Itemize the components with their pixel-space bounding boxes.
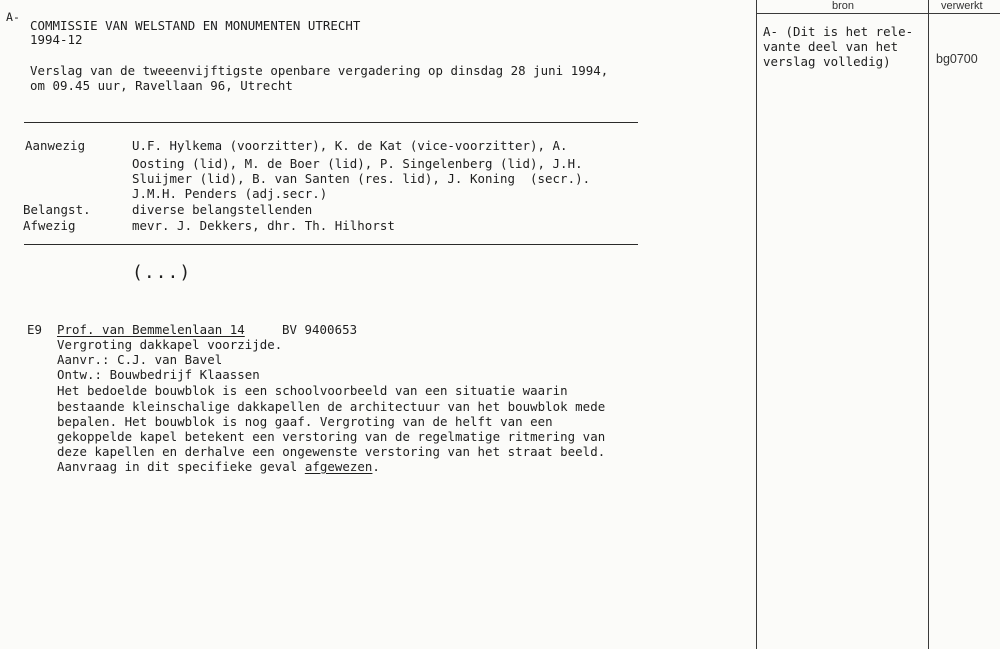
report-line-2: om 09.45 uur, Ravellaan 96, Utrecht [30, 78, 293, 93]
org-title: COMMISSIE VAN WELSTAND EN MONUMENTEN UTRECHT [30, 18, 361, 33]
item-verdict [57, 459, 380, 474]
item-applicant: Aanvr.: C.J. van Bavel [57, 352, 223, 367]
report-line-1: Verslag van de tweeenvijftigste openbare vergadering op dinsdag 28 juni 1994, [30, 63, 609, 78]
present-line: Oosting (lid), M. de Boer (lid), P. Singelenberg (lid), J.H. [132, 156, 583, 171]
interested-value: diverse belangstellenden [132, 202, 313, 217]
present-line: J.M.H. Penders (adj.secr.) [132, 186, 328, 201]
source-note-line: vante deel van het [763, 39, 899, 54]
column-rule-left [756, 0, 757, 649]
item-designer: Ontw.: Bouwbedrijf Klaassen [57, 367, 260, 382]
source-note-line: A- (Dit is het rele- [763, 24, 914, 39]
item-body-line: Het bedoelde bouwblok is een schoolvoorbeeld van een situatie waarin [57, 383, 568, 398]
item-body-line: gekoppelde kapel betekent een verstoring van de regelmatige ritmering van [57, 429, 606, 444]
margin-mark: A- [6, 10, 20, 24]
item-body-line: deze kapellen en derhalve een ongewenste verstoring van het straat beeld. [57, 444, 606, 459]
column-header-verwerkt: verwerkt [941, 0, 983, 12]
source-note-line: verslag volledig) [763, 54, 891, 69]
absent-label: Afwezig [23, 218, 76, 233]
item-body-line: bepalen. Het bouwblok is nog gaaf. Vergroting van de helft van een [57, 414, 553, 429]
divider-top [24, 122, 638, 123]
divider-bottom [24, 244, 638, 245]
verdict-suffix: . [372, 459, 380, 474]
item-body-line: bestaande kleinschalige dakkapellen de architectuur van het bouwblok mede [57, 399, 606, 414]
item-address: Prof. van Bemmelenlaan 14 [57, 322, 245, 337]
column-header-bron: bron [832, 0, 855, 12]
verdict-prefix: Aanvraag in dit specifieke geval [57, 459, 305, 474]
interested-label: Belangst. [23, 202, 91, 217]
verdict-word: afgewezen [304, 459, 373, 474]
item-title: Vergroting dakkapel voorzijde. [57, 337, 283, 352]
report-reference: 1994-12 [30, 32, 83, 47]
processed-code: bg0700 [936, 52, 978, 66]
item-bv-number: BV 9400653 [282, 322, 358, 337]
item-code: E9 [27, 322, 43, 337]
present-line: Sluijmer (lid), B. van Santen (res. lid), J. Koning (secr.). [132, 171, 591, 186]
omission-marker: (...) [132, 262, 192, 283]
column-header-rule [756, 13, 1000, 14]
present-line: U.F. Hylkema (voorzitter), K. de Kat (vice-voorzitter), A. [132, 138, 568, 153]
absent-value: mevr. J. Dekkers, dhr. Th. Hilhorst [132, 218, 395, 233]
present-label: Aanwezig [25, 138, 86, 153]
column-rule-right [928, 0, 929, 649]
